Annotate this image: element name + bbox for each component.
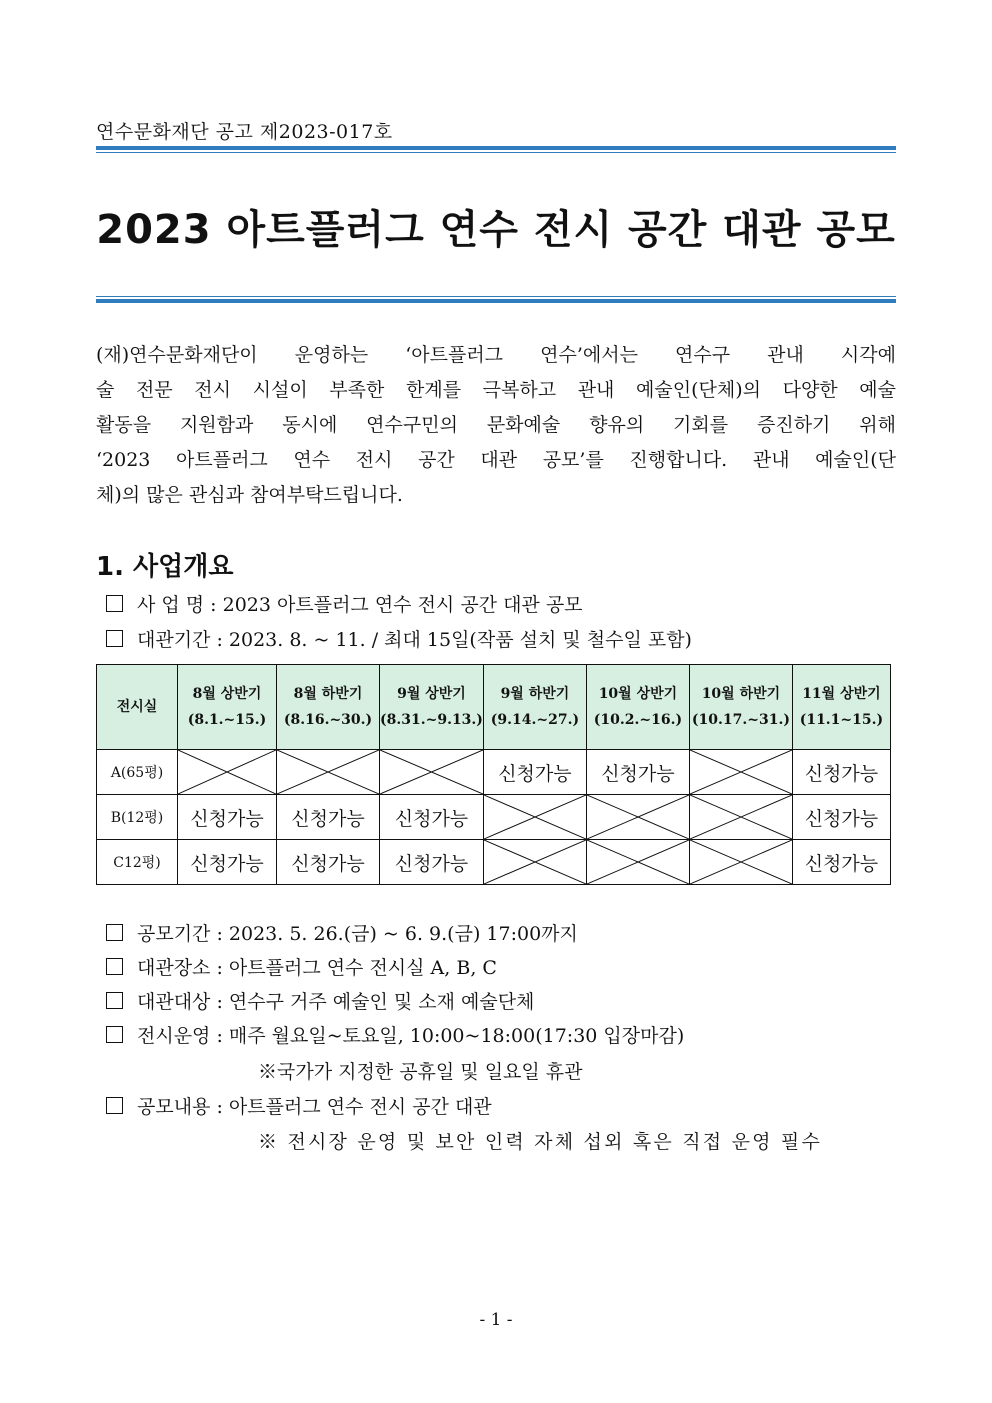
item-text: 공모내용 : 아트플러그 연수 전시 공간 대관 bbox=[137, 1096, 492, 1118]
slot-unavailable bbox=[586, 840, 689, 885]
item-eligibility bbox=[106, 987, 534, 1014]
header-period: 10월 하반기 (10.17.~31.) bbox=[689, 665, 792, 750]
cross-mark-icon bbox=[690, 750, 792, 794]
room-label: B(12평) bbox=[97, 795, 178, 840]
slot-unavailable bbox=[689, 795, 792, 840]
checkbox-square-icon bbox=[106, 1097, 123, 1114]
header-period: 9월 하반기 (9.14.~27.) bbox=[483, 665, 586, 750]
slot-available: 신청가능 bbox=[380, 840, 484, 885]
cross-mark-icon bbox=[484, 840, 586, 884]
item-text: 대관기간 : 2023. 8. ~ 11. / 최대 15일(작품 설치 및 철수일 포함) bbox=[137, 629, 692, 651]
header-period: 9월 상반기 (8.31.~9.13.) bbox=[380, 665, 484, 750]
slot-available: 신청가능 bbox=[380, 795, 484, 840]
intro-line: 술 전문 전시 시설이 부족한 한계를 극복하고 관내 예술인(단체)의 다양한 예술 bbox=[96, 379, 896, 401]
intro-paragraph bbox=[96, 338, 896, 513]
cross-mark-icon bbox=[380, 750, 483, 794]
checkbox-square-icon bbox=[106, 630, 123, 647]
header-period: 8월 하반기 (8.16.~30.) bbox=[277, 665, 380, 750]
slot-available: 신청가능 bbox=[792, 840, 890, 885]
item-text: 공모기간 : 2023. 5. 26.(금) ~ 6. 9.(금) 17:00까지 bbox=[137, 923, 578, 945]
slot-unavailable bbox=[380, 750, 484, 795]
slot-available: 신청가능 bbox=[586, 750, 689, 795]
item-text: 사 업 명 : 2023 아트플러그 연수 전시 공간 대관 공모 bbox=[137, 594, 583, 616]
section-heading: 1. 사업개요 bbox=[96, 552, 234, 582]
item-text: 대관대상 : 연수구 거주 예술인 및 소재 예술단체 bbox=[137, 991, 535, 1013]
top-rule bbox=[96, 146, 896, 153]
header-period: 8월 상반기 (8.1.~15.) bbox=[178, 665, 277, 750]
title-bottom-rule bbox=[96, 296, 896, 303]
checkbox-square-icon bbox=[106, 958, 123, 975]
header-period: 11월 상반기 (11.1~15.) bbox=[792, 665, 890, 750]
page-number: - 1 - bbox=[479, 1310, 513, 1330]
table-row bbox=[97, 840, 891, 885]
item-venue bbox=[106, 953, 497, 980]
cross-mark-icon bbox=[484, 795, 586, 839]
document-title: 2023 아트플러그 연수 전시 공간 대관 공모 bbox=[96, 207, 896, 253]
cross-mark-icon bbox=[587, 840, 689, 884]
notice-number: 연수문화재단 공고 제2023-017호 bbox=[96, 121, 393, 143]
item-rental-period bbox=[106, 625, 692, 652]
slot-unavailable bbox=[483, 795, 586, 840]
room-label: C12평) bbox=[97, 840, 178, 885]
slot-unavailable bbox=[689, 750, 792, 795]
slot-available: 신청가능 bbox=[792, 750, 890, 795]
slot-unavailable bbox=[277, 750, 380, 795]
slot-unavailable bbox=[483, 840, 586, 885]
slot-unavailable bbox=[178, 750, 277, 795]
slot-available: 신청가능 bbox=[792, 795, 890, 840]
intro-line: (재)연수문화재단이 운영하는 ‘아트플러그 연수’에서는 연수구 관내 시각예 bbox=[96, 344, 896, 366]
schedule-table bbox=[96, 664, 891, 885]
table-header-row bbox=[97, 665, 891, 750]
slot-unavailable bbox=[586, 795, 689, 840]
header-corner: 전시실 bbox=[97, 665, 178, 750]
checkbox-square-icon bbox=[106, 1026, 123, 1043]
cross-mark-icon bbox=[690, 795, 792, 839]
item-text: 전시운영 : 매주 월요일~토요일, 10:00~18:00(17:30 입장마감) bbox=[137, 1025, 685, 1047]
table-row bbox=[97, 750, 891, 795]
cross-mark-icon bbox=[178, 750, 276, 794]
slot-unavailable bbox=[689, 840, 792, 885]
item-operation bbox=[106, 1021, 684, 1048]
room-label: A(65평) bbox=[97, 750, 178, 795]
note-staffing: ※ 전시장 운영 및 보안 인력 자체 섭외 혹은 직접 운영 필수 bbox=[258, 1131, 823, 1153]
item-content bbox=[106, 1092, 492, 1119]
cross-mark-icon bbox=[277, 750, 379, 794]
item-project-name bbox=[106, 590, 583, 617]
slot-available: 신청가능 bbox=[483, 750, 586, 795]
note-holiday: ※국가가 지정한 공휴일 및 일요일 휴관 bbox=[258, 1061, 583, 1083]
slot-available: 신청가능 bbox=[277, 795, 380, 840]
table-row bbox=[97, 795, 891, 840]
cross-mark-icon bbox=[587, 795, 689, 839]
slot-available: 신청가능 bbox=[178, 795, 277, 840]
intro-line: 체)의 많은 관심과 참여부탁드립니다. bbox=[96, 484, 403, 506]
checkbox-square-icon bbox=[106, 992, 123, 1009]
slot-available: 신청가능 bbox=[178, 840, 277, 885]
intro-line: 활동을 지원함과 동시에 연수구민의 문화예술 향유의 기회를 증진하기 위해 bbox=[96, 414, 896, 436]
checkbox-square-icon bbox=[106, 595, 123, 612]
header-period: 10월 상반기 (10.2.~16.) bbox=[586, 665, 689, 750]
cross-mark-icon bbox=[690, 840, 792, 884]
slot-available: 신청가능 bbox=[277, 840, 380, 885]
item-application-period bbox=[106, 919, 578, 946]
item-text: 대관장소 : 아트플러그 연수 전시실 A, B, C bbox=[137, 957, 497, 979]
intro-line: ‘2023 아트플러그 연수 전시 공간 대관 공모’를 진행합니다. 관내 예술인(단 bbox=[96, 449, 896, 471]
checkbox-square-icon bbox=[106, 924, 123, 941]
